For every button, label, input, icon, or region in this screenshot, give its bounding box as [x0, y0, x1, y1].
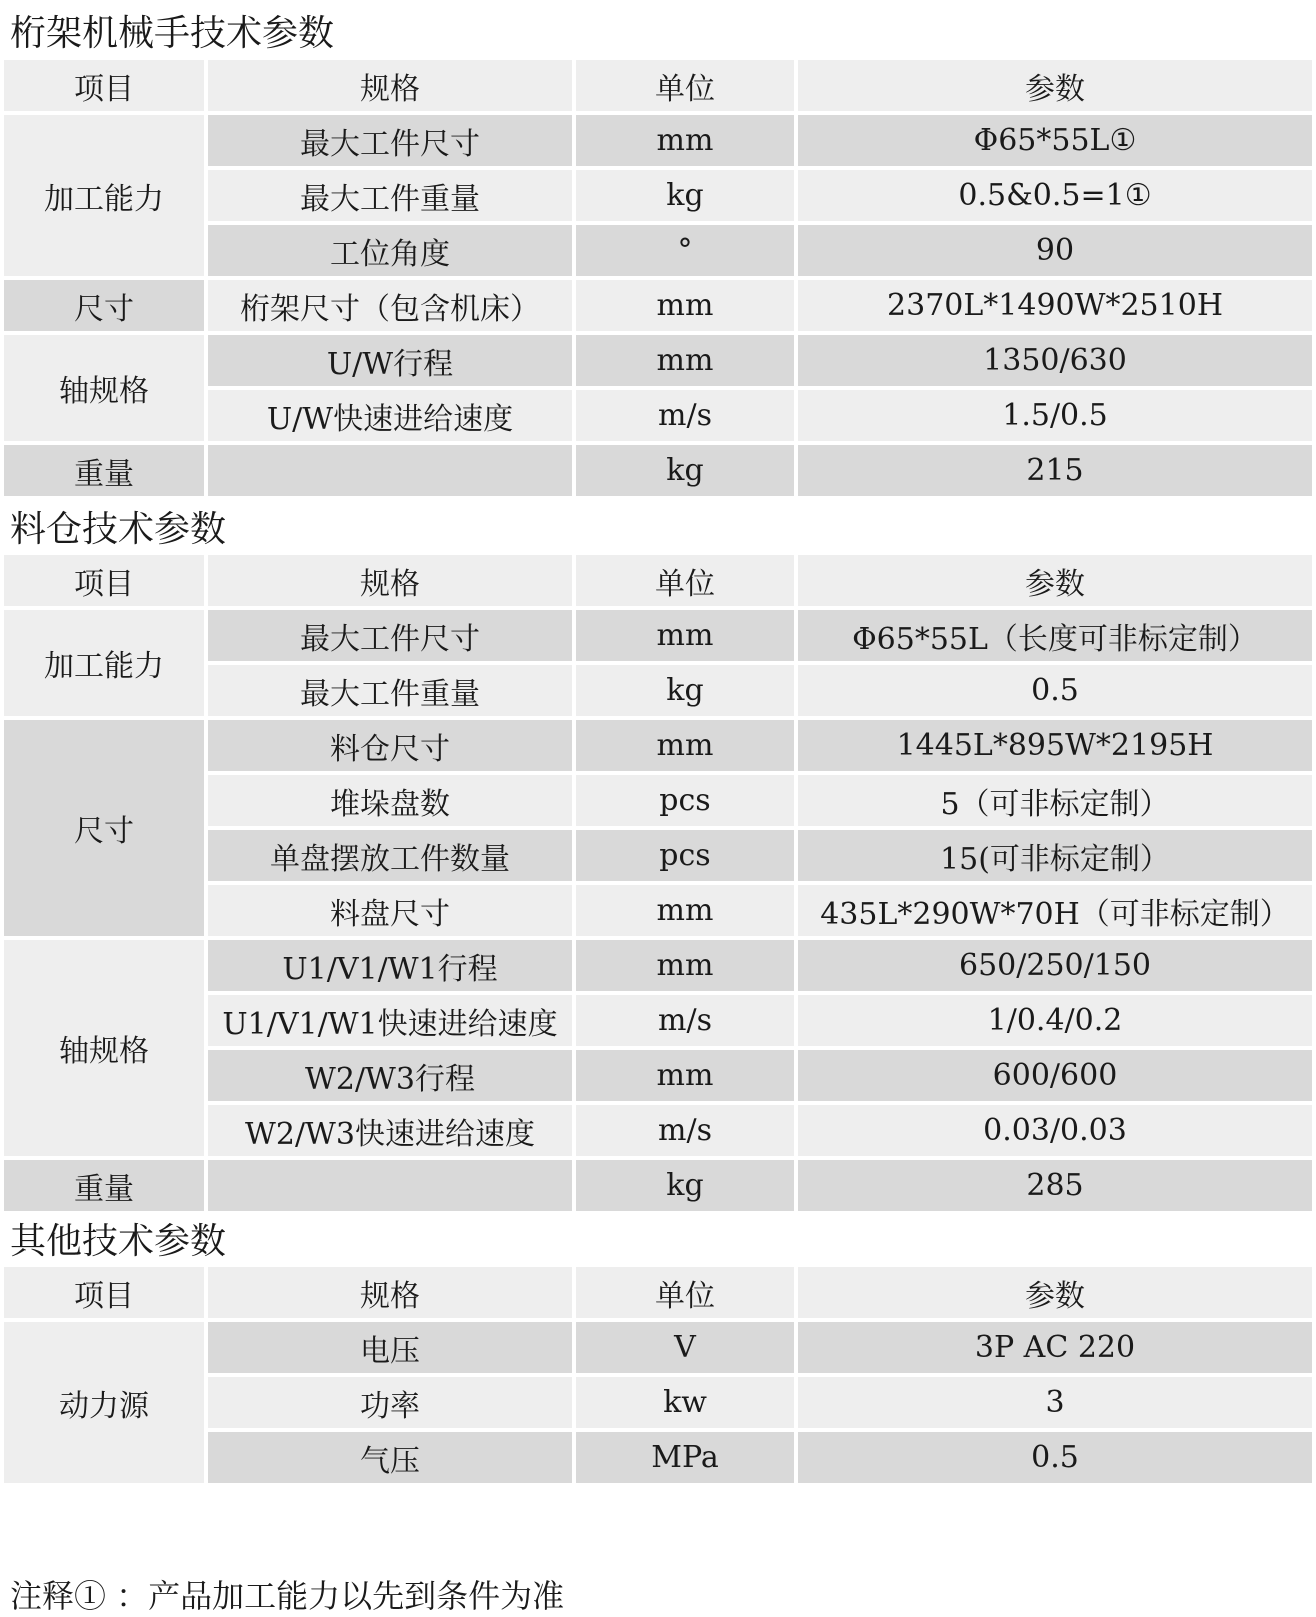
value-cell: 1350/630 — [798, 335, 1312, 390]
value-cell: Φ65*55L（长度可非标定制） — [798, 610, 1312, 665]
unit-cell: mm — [576, 115, 798, 170]
header-unit: 单位 — [576, 60, 798, 115]
unit-cell: ° — [576, 225, 798, 280]
unit-cell: kg — [576, 1160, 798, 1215]
header-value: 参数 — [798, 1267, 1312, 1322]
header-item: 项目 — [4, 1267, 208, 1322]
unit-cell: mm — [576, 720, 798, 775]
unit-cell: mm — [576, 885, 798, 940]
group-cell: 尺寸 — [4, 720, 208, 940]
magazine-spec-table — [4, 555, 1312, 1215]
spec-cell: 电压 — [208, 1322, 576, 1377]
header-item: 项目 — [4, 555, 208, 610]
unit-cell: V — [576, 1322, 798, 1377]
spec-cell: 最大工件重量 — [208, 665, 576, 720]
table-header-row — [4, 555, 1312, 610]
spec-cell: U/W快速进给速度 — [208, 390, 576, 445]
unit-cell: kg — [576, 170, 798, 225]
value-cell: 2370L*1490W*2510H — [798, 280, 1312, 335]
spec-cell — [208, 1160, 576, 1215]
spec-cell: W2/W3行程 — [208, 1050, 576, 1105]
value-cell: 285 — [798, 1160, 1312, 1215]
unit-cell: m/s — [576, 1105, 798, 1160]
value-cell: 15(可非标定制） — [798, 830, 1312, 885]
gantry-spec-table — [4, 60, 1312, 500]
value-cell: 600/600 — [798, 1050, 1312, 1105]
group-cell: 尺寸 — [4, 280, 208, 335]
unit-cell: pcs — [576, 775, 798, 830]
table-row — [4, 1322, 1312, 1377]
table-header-row — [4, 1267, 1312, 1322]
footnote: 注释① ：产品加工能力以先到条件为准 — [10, 1577, 565, 1615]
unit-cell: mm — [576, 280, 798, 335]
spec-cell: 最大工件尺寸 — [208, 610, 576, 665]
value-cell: 0.03/0.03 — [798, 1105, 1312, 1160]
value-cell: 650/250/150 — [798, 940, 1312, 995]
header-unit: 单位 — [576, 1267, 798, 1322]
value-cell: 0.5 — [798, 1432, 1312, 1487]
header-spec: 规格 — [208, 555, 576, 610]
spec-cell: U1/V1/W1行程 — [208, 940, 576, 995]
group-cell: 重量 — [4, 1160, 208, 1215]
table-row — [4, 445, 1312, 500]
table-row — [4, 720, 1312, 775]
table-row — [4, 280, 1312, 335]
unit-cell: pcs — [576, 830, 798, 885]
section-title-other: 其他技术参数 — [10, 1221, 227, 1262]
spec-cell: 最大工件尺寸 — [208, 115, 576, 170]
table-row — [4, 940, 1312, 995]
group-cell: 加工能力 — [4, 115, 208, 280]
unit-cell: mm — [576, 1050, 798, 1105]
spec-cell: 桁架尺寸（包含机床） — [208, 280, 576, 335]
header-value: 参数 — [798, 555, 1312, 610]
value-cell: 435L*290W*70H（可非标定制） — [798, 885, 1312, 940]
unit-cell: m/s — [576, 390, 798, 445]
unit-cell: kg — [576, 445, 798, 500]
value-cell: 90 — [798, 225, 1312, 280]
unit-cell: kg — [576, 665, 798, 720]
spec-cell: 料仓尺寸 — [208, 720, 576, 775]
table-row — [4, 1160, 1312, 1215]
header-unit: 单位 — [576, 555, 798, 610]
spec-cell — [208, 445, 576, 500]
table-header-row — [4, 60, 1312, 115]
value-cell: 0.5&0.5=1① — [798, 170, 1312, 225]
group-cell: 重量 — [4, 445, 208, 500]
value-cell: 3P AC 220 — [798, 1322, 1312, 1377]
value-cell: Φ65*55L① — [798, 115, 1312, 170]
value-cell: 1/0.4/0.2 — [798, 995, 1312, 1050]
spec-cell: U1/V1/W1快速进给速度 — [208, 995, 576, 1050]
spec-cell: U/W行程 — [208, 335, 576, 390]
group-cell: 加工能力 — [4, 610, 208, 720]
section-title-magazine: 料仓技术参数 — [10, 509, 227, 550]
value-cell: 5（可非标定制） — [798, 775, 1312, 830]
spec-cell: 最大工件重量 — [208, 170, 576, 225]
header-spec: 规格 — [208, 1267, 576, 1322]
spec-cell: 单盘摆放工件数量 — [208, 830, 576, 885]
section-title-gantry: 桁架机械手技术参数 — [10, 13, 335, 54]
value-cell: 1445L*895W*2195H — [798, 720, 1312, 775]
unit-cell: kw — [576, 1377, 798, 1432]
table-row — [4, 335, 1312, 390]
spec-cell: 气压 — [208, 1432, 576, 1487]
value-cell: 0.5 — [798, 665, 1312, 720]
group-cell: 轴规格 — [4, 940, 208, 1160]
unit-cell: m/s — [576, 995, 798, 1050]
table-row — [4, 115, 1312, 170]
spec-cell: 堆垛盘数 — [208, 775, 576, 830]
unit-cell: mm — [576, 940, 798, 995]
value-cell: 215 — [798, 445, 1312, 500]
unit-cell: mm — [576, 610, 798, 665]
group-cell: 动力源 — [4, 1322, 208, 1487]
spec-cell: 功率 — [208, 1377, 576, 1432]
unit-cell: MPa — [576, 1432, 798, 1487]
other-spec-table — [4, 1267, 1312, 1487]
header-item: 项目 — [4, 60, 208, 115]
table-row — [4, 610, 1312, 665]
spec-cell: 料盘尺寸 — [208, 885, 576, 940]
header-spec: 规格 — [208, 60, 576, 115]
header-value: 参数 — [798, 60, 1312, 115]
group-cell: 轴规格 — [4, 335, 208, 445]
spec-cell: W2/W3快速进给速度 — [208, 1105, 576, 1160]
value-cell: 1.5/0.5 — [798, 390, 1312, 445]
spec-cell: 工位角度 — [208, 225, 576, 280]
unit-cell: mm — [576, 335, 798, 390]
value-cell: 3 — [798, 1377, 1312, 1432]
